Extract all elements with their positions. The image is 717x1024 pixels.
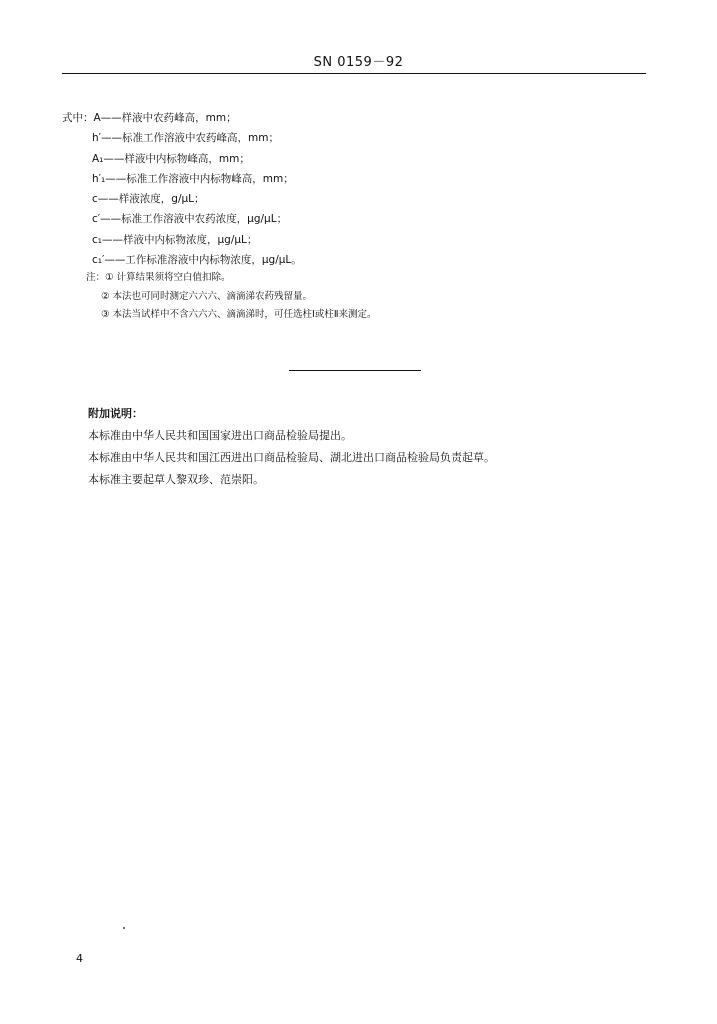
scan-speck xyxy=(123,927,125,929)
definition-line: c₁′——工作标准溶液中内标物浓度，μg/μL。 xyxy=(92,254,302,267)
definition-line: c₁——样液中内标物浓度，μg/μL； xyxy=(92,233,258,246)
appendix-line: 本标准由中华人民共和国国家进出口商品检验局提出。 xyxy=(88,429,352,442)
definition-line: c′——标准工作溶液中农药浓度，μg/μL； xyxy=(92,213,288,226)
definition-line: h′——标准工作溶液中农药峰高，mm； xyxy=(92,132,279,145)
page-number: 4 xyxy=(76,952,83,965)
appendix-line: 本标准主要起草人黎双珍、范崇阳。 xyxy=(88,473,264,486)
appendix-line: 本标准由中华人民共和国江西进出口商品检验局、湖北进出口商品检验局负责起草。 xyxy=(88,451,495,464)
note-line: ② 本法也可同时测定六六六、滴滴涕农药残留量。 xyxy=(101,290,313,302)
definition-line: 式中：A——样液中农药峰高，mm； xyxy=(62,112,237,124)
notes xyxy=(86,269,646,325)
appendix-heading: 附加说明： xyxy=(88,407,143,420)
definition-line: c——样液浓度，g/μL； xyxy=(92,193,205,206)
note-line: 注：① 计算结果须将空白值扣除。 xyxy=(86,272,231,283)
note-line: ③ 本法当试样中不含六六六、滴滴涕时，可任选柱Ⅰ或柱Ⅱ来测定。 xyxy=(101,309,377,320)
section-divider xyxy=(289,370,421,371)
definition-line: h′₁——标准工作溶液中内标物峰高，mm； xyxy=(92,172,294,185)
header-rule xyxy=(62,73,646,74)
appendix-notes xyxy=(88,403,648,491)
variable-definitions xyxy=(62,108,662,270)
standard-code: SN 0159－92 xyxy=(313,55,404,70)
definition-line: A₁——样液中内标物峰高，mm； xyxy=(92,152,250,165)
